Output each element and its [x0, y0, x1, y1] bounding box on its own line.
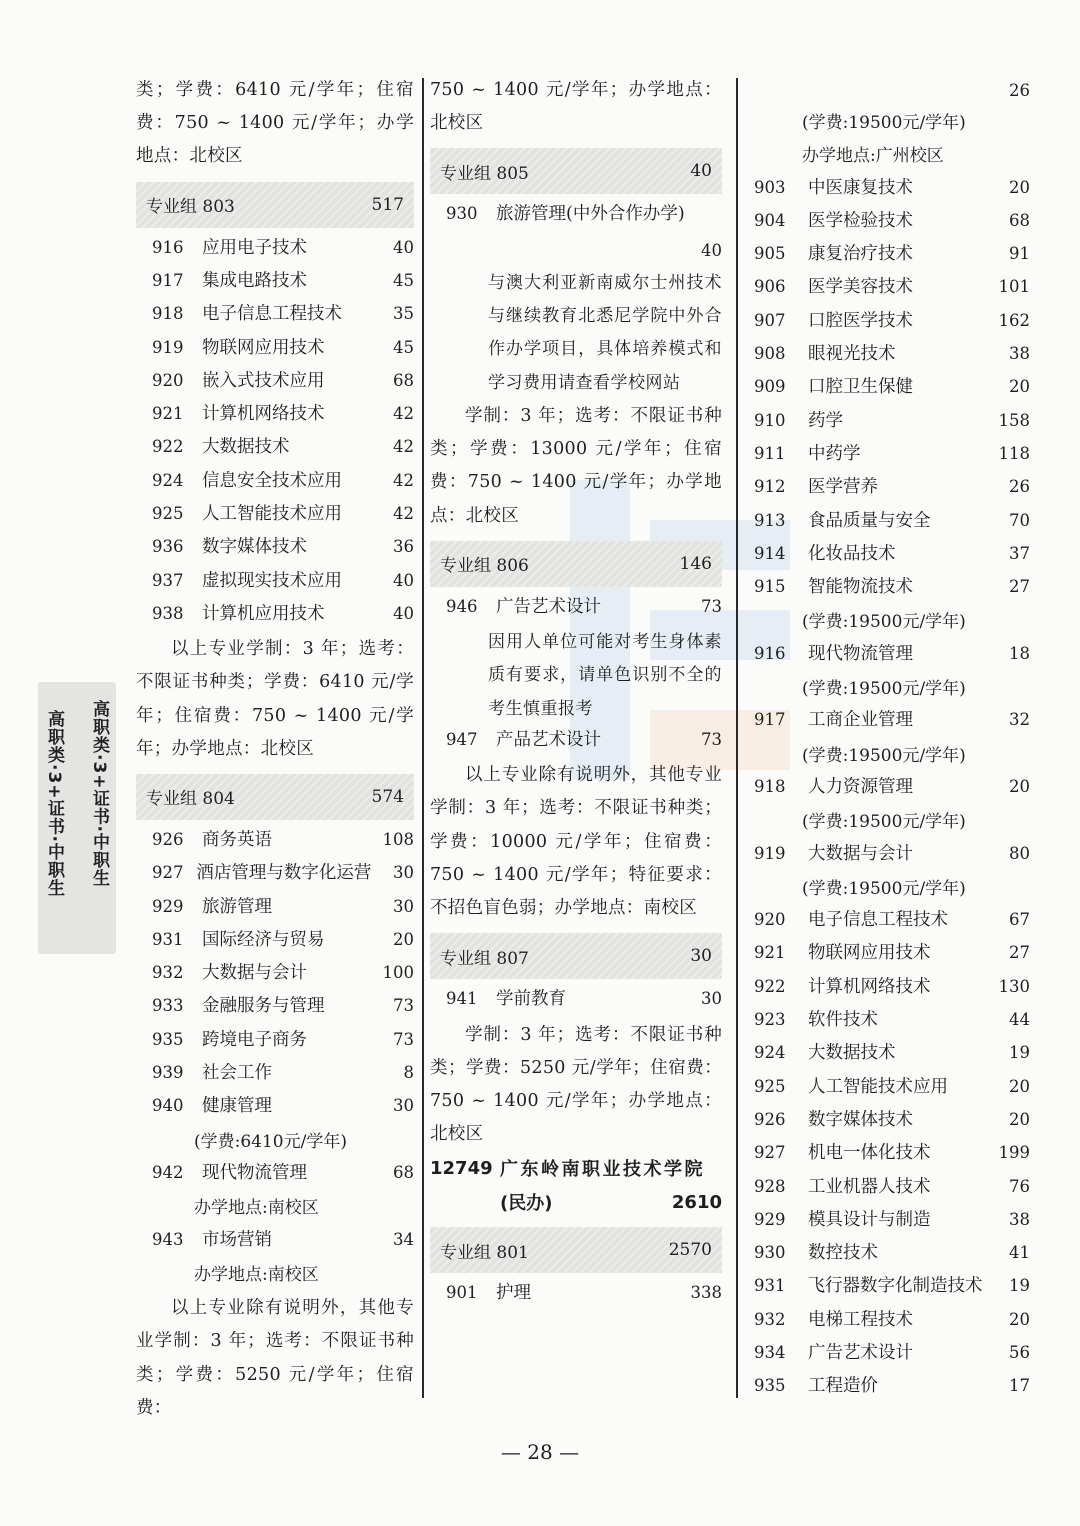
- major-code: 932: [754, 1309, 786, 1329]
- major-code: 904: [754, 210, 786, 230]
- major-code: 916: [754, 643, 786, 663]
- column-2: [430, 74, 722, 1313]
- major-code: 935: [152, 1029, 184, 1049]
- major-row: [136, 959, 414, 992]
- major-code: 907: [754, 310, 786, 330]
- group-label: 专业组 804: [146, 789, 235, 810]
- major-name: 大数据技术: [202, 437, 290, 458]
- major-name: 信息安全技术应用: [202, 470, 342, 491]
- major-row: [136, 400, 414, 433]
- major-row: [748, 1372, 1030, 1405]
- major-row: [748, 340, 1030, 373]
- major-name: 口腔卫生保健: [808, 377, 913, 398]
- major-row: [748, 440, 1030, 473]
- major-count: 19: [1009, 1043, 1030, 1063]
- major-code: 930: [446, 204, 478, 224]
- major-count: 162: [998, 310, 1030, 330]
- paragraph: 以上专业除有说明外，其他专业学制：3 年；选考：不限证书种类；学费：10000 元/学年；住宿费：750 ~ 1400 元/学年；特征要求：不招色盲色弱；办学地点：南校区: [430, 765, 722, 918]
- major-name: 产品艺术设计: [496, 729, 601, 750]
- major-list: [748, 906, 1030, 1405]
- major-count: 17: [1009, 1376, 1030, 1396]
- major-name: 中药学: [808, 443, 861, 464]
- side-tab-text: 高职类·3+证书·中职生: [89, 700, 109, 887]
- major-count: 68: [393, 1162, 414, 1182]
- major-name: 电子信息工程技术: [202, 304, 342, 325]
- major-name: 学前教育: [496, 989, 566, 1010]
- major-code: 903: [754, 177, 786, 197]
- major-code: 925: [754, 1076, 786, 1096]
- major-count: 30: [393, 1096, 414, 1116]
- major-name: 广告艺术设计: [496, 596, 601, 617]
- school-name: 广东岭南职业技术学院: [500, 1159, 705, 1181]
- major-code: 934: [754, 1342, 786, 1362]
- major-count: 20: [1009, 1076, 1030, 1096]
- major-count: 8: [403, 1063, 414, 1083]
- major-row: [748, 973, 1030, 1006]
- group-total: 146: [679, 553, 712, 574]
- major-row: [748, 1272, 1030, 1305]
- group-label: 专业组 807: [440, 948, 529, 969]
- major-row: [748, 273, 1030, 306]
- major-name: 健康管理: [202, 1096, 272, 1117]
- major-name: 数字媒体技术: [202, 537, 307, 558]
- major-code: 906: [754, 277, 786, 297]
- major-row: [748, 1006, 1030, 1039]
- major-row: [136, 234, 414, 267]
- major-name: 计算机应用技术: [202, 603, 325, 624]
- major-count: 18: [1009, 643, 1030, 663]
- major-row: [136, 826, 414, 859]
- major-row: [136, 367, 414, 400]
- major-name: 市场营销: [202, 1229, 272, 1250]
- major-row: [748, 1139, 1030, 1172]
- note: (学费:6410元/学年): [194, 1131, 347, 1152]
- major-count: 158: [998, 410, 1030, 430]
- major-count: 68: [393, 370, 414, 390]
- major-code: 943: [152, 1229, 184, 1249]
- major-code: 929: [754, 1209, 786, 1229]
- major-row: [748, 373, 1030, 406]
- major-row: [748, 407, 1030, 440]
- major-code: 933: [152, 996, 184, 1016]
- group-label: 专业组 803: [146, 197, 235, 218]
- major-code: 929: [152, 896, 184, 916]
- major-count: 36: [393, 537, 414, 557]
- major-row: [136, 267, 414, 300]
- major-name: 物联网应用技术: [202, 337, 325, 358]
- major-row: [748, 1106, 1030, 1139]
- major-row: [136, 467, 414, 500]
- major-count: 67: [1009, 910, 1030, 930]
- major-code: 924: [754, 1043, 786, 1063]
- group-label: 专业组 801: [440, 1242, 529, 1263]
- major-name: 护理: [496, 1283, 531, 1304]
- major-name: 计算机网络技术: [808, 976, 931, 997]
- group-label: 专业组 806: [440, 556, 529, 577]
- major-row: [430, 726, 722, 759]
- major-name: 电梯工程技术: [808, 1309, 913, 1330]
- major-row: [136, 300, 414, 333]
- major-code: 927: [754, 1143, 786, 1163]
- major-code: 939: [152, 1063, 184, 1083]
- major-code: 932: [152, 963, 184, 983]
- major-name: 国际经济与贸易: [202, 929, 325, 950]
- major-name: 中医康复技术: [808, 177, 913, 198]
- major-name: 模具设计与制造: [808, 1209, 931, 1230]
- major-code: 922: [152, 437, 184, 457]
- major-count: 130: [998, 976, 1030, 996]
- major-code: 920: [754, 910, 786, 930]
- paragraph: 以上专业除有说明外，其他专业学制：3 年；选考：不限证书种类；学费：5250 元/学年；住宿费：: [136, 1298, 414, 1418]
- major-count: 73: [393, 996, 414, 1016]
- major-code: 947: [446, 729, 478, 749]
- major-count: 37: [1009, 543, 1030, 563]
- side-tab: [38, 682, 116, 954]
- group-total: 517: [371, 194, 404, 215]
- note: (学费:19500元/学年): [802, 679, 966, 700]
- major-row: [748, 906, 1030, 939]
- major-code: 926: [754, 1109, 786, 1129]
- major-code: 912: [754, 477, 786, 497]
- major-name: 物联网应用技术: [808, 943, 931, 964]
- major-count: 20: [1009, 1109, 1030, 1129]
- major-count: 40: [393, 570, 414, 590]
- major-name: 智能物流技术: [808, 577, 913, 598]
- major-code: 917: [754, 710, 786, 730]
- major-count: 76: [1009, 1176, 1030, 1196]
- major-row: [136, 500, 414, 533]
- major-count: 32: [1009, 710, 1030, 730]
- major-count: 40: [701, 240, 722, 260]
- school-type: (民办): [500, 1193, 553, 1215]
- major-name: 食品质量与安全: [808, 510, 931, 531]
- major-count: 42: [393, 503, 414, 523]
- major-count: 38: [1009, 344, 1030, 364]
- major-row: [136, 533, 414, 566]
- major-row: [748, 1206, 1030, 1239]
- major-name: 现代物流管理: [808, 643, 913, 664]
- major-count: 20: [1009, 177, 1030, 197]
- major-count: 42: [393, 437, 414, 457]
- major-code: 925: [152, 503, 184, 523]
- major-name: 虚拟现实技术应用: [202, 570, 342, 591]
- major-row: [136, 1059, 414, 1092]
- major-code: 919: [152, 337, 184, 357]
- major-name: 工业机器人技术: [808, 1176, 931, 1197]
- major-row: [748, 540, 1030, 573]
- major-row: [748, 207, 1030, 240]
- major-count: 40: [393, 237, 414, 257]
- major-row: [748, 773, 1030, 806]
- major-code: 920: [152, 370, 184, 390]
- major-name: 医学美容技术: [808, 277, 913, 298]
- major-name: 旅游管理: [202, 896, 272, 917]
- group-label: 专业组 805: [440, 163, 529, 184]
- group-header: [136, 774, 414, 820]
- major-count: 30: [393, 863, 414, 883]
- major-row: [748, 573, 1030, 606]
- major-list: [748, 174, 1030, 607]
- major-count: 45: [393, 337, 414, 357]
- major-code: 923: [754, 1010, 786, 1030]
- group-header: [136, 182, 414, 228]
- major-count: 20: [1009, 1309, 1030, 1329]
- column-3: [748, 74, 1030, 1406]
- major-count: 199: [998, 1143, 1030, 1163]
- major-count: 20: [393, 929, 414, 949]
- major-code: 916: [152, 237, 184, 257]
- major-code: 926: [152, 829, 184, 849]
- page-number: — 28 —: [500, 1440, 580, 1464]
- major-count: 108: [382, 829, 414, 849]
- major-name: 药学: [808, 410, 843, 431]
- major-name: 集成电路技术: [202, 270, 307, 291]
- major-code: 915: [754, 577, 786, 597]
- major-row: [136, 1026, 414, 1059]
- major-code: 940: [152, 1096, 184, 1116]
- major-row: [430, 1279, 722, 1312]
- major-code: 931: [152, 929, 184, 949]
- major-row: [136, 600, 414, 633]
- major-name: 广告艺术设计: [808, 1342, 913, 1363]
- major-row: [748, 1239, 1030, 1272]
- major-count: 30: [393, 896, 414, 916]
- major-name: 计算机网络技术: [202, 404, 325, 425]
- group-total: 40: [690, 161, 712, 182]
- major-row: [136, 1159, 414, 1192]
- major-code: 924: [152, 470, 184, 490]
- major-row: [748, 939, 1030, 972]
- column-divider: [736, 78, 738, 1398]
- major-code: 921: [152, 404, 184, 424]
- major-name: 人工智能技术应用: [808, 1076, 948, 1097]
- major-row: [748, 1039, 1030, 1072]
- note: (学费:19500元/学年): [802, 113, 966, 133]
- major-name: 现代物流管理: [202, 1162, 307, 1183]
- major-row: [748, 507, 1030, 540]
- major-count: 44: [1009, 1010, 1030, 1030]
- major-list: [136, 826, 414, 1126]
- column-1: [136, 74, 414, 1425]
- major-name: 飞行器数字化制造技术: [807, 1276, 983, 1297]
- major-code: 922: [754, 976, 786, 996]
- major-count: 118: [998, 443, 1030, 463]
- major-code: 927: [152, 863, 184, 883]
- major-name: 大数据与会计: [202, 963, 307, 984]
- school-total: 2610: [671, 1191, 722, 1213]
- major-code: 908: [754, 344, 786, 364]
- major-count: 26: [1009, 477, 1030, 497]
- major-code: 909: [754, 377, 786, 397]
- major-count: 68: [1009, 210, 1030, 230]
- major-name: 化妆品技术: [808, 543, 896, 564]
- major-name: 数字媒体技术: [808, 1109, 913, 1130]
- major-code: 913: [754, 510, 786, 530]
- group-total: 2570: [668, 1240, 712, 1261]
- major-name: 社会工作: [202, 1063, 272, 1084]
- major-row: [748, 1173, 1030, 1206]
- major-count: 338: [690, 1283, 722, 1303]
- side-tab-text: 高职类·3+证书·中职生: [44, 710, 64, 897]
- major-name: 金融服务与管理: [202, 996, 325, 1017]
- group-total: 30: [690, 946, 712, 967]
- paragraph: 以上专业学制：3 年；选考：不限证书种类；学费：6410 元/学年；住宿费：750 ~ 1400 元/学年；办学地点：北校区: [136, 639, 414, 759]
- major-list: [136, 234, 414, 634]
- major-row: [748, 706, 1030, 739]
- major-count: 40: [393, 603, 414, 623]
- school-header: [430, 1151, 722, 1219]
- major-name: 医学营养: [808, 477, 878, 498]
- major-code: 938: [152, 603, 184, 623]
- paragraph: 类；学费：6410 元/学年；住宿费：750 ~ 1400 元/学年；办学地点：北校区: [136, 80, 414, 167]
- note: 因用人单位可能对考生身体素质有要求，请单色识别不全的考生慎重报考: [488, 632, 722, 719]
- major-count: 20: [1009, 776, 1030, 796]
- group-header: [430, 541, 722, 587]
- major-count: 19: [1009, 1276, 1030, 1296]
- group-header: [430, 148, 722, 194]
- note: 办学地点:南校区: [194, 1264, 319, 1285]
- major-code: 911: [754, 443, 786, 463]
- note: (学费:19500元/学年): [802, 878, 966, 899]
- major-count: 30: [701, 989, 722, 1009]
- note: (学费:19500元/学年): [802, 745, 966, 766]
- major-name: 大数据技术: [808, 1043, 896, 1064]
- major-count: 20: [1009, 377, 1030, 397]
- paragraph: 学制：3 年；选考：不限证书种类；学费：13000 元/学年；住宿费：750 ~ 1400 元/学年；办学地点：北校区: [430, 405, 722, 526]
- major-name: 机电一体化技术: [808, 1143, 931, 1164]
- major-count: 42: [393, 404, 414, 424]
- major-code: 935: [754, 1376, 786, 1396]
- note: 与澳大利亚新南威尔士州技术与继续教育北悉尼学院中外合作办学项目，具体培养模式和学习费用请查看学校网站: [488, 272, 722, 393]
- major-name: 商务英语: [202, 829, 272, 850]
- major-count: 100: [382, 963, 414, 983]
- group-total: 574: [371, 786, 404, 807]
- paragraph: 学制：3 年；选考：不限证书种类；学费：5250 元/学年；住宿费：750 ~ 1400 元/学年；办学地点：北校区: [430, 1024, 722, 1145]
- major-row: [430, 593, 722, 626]
- group-header: [430, 1227, 722, 1273]
- major-name: 人力资源管理: [808, 776, 913, 797]
- major-name: 医学检验技术: [808, 210, 913, 231]
- major-count: 26: [1009, 81, 1030, 100]
- major-count: 56: [1009, 1342, 1030, 1362]
- major-name: 软件技术: [808, 1010, 878, 1031]
- major-code: 946: [446, 596, 478, 616]
- major-row: [136, 893, 414, 926]
- major-code: 928: [754, 1176, 786, 1196]
- major-code: 914: [754, 543, 786, 563]
- major-code: 931: [754, 1276, 786, 1296]
- major-name: 工商企业管理: [808, 710, 913, 731]
- note: (学费:19500元/学年): [802, 812, 966, 833]
- major-count: 38: [1009, 1209, 1030, 1229]
- major-count: 45: [393, 270, 414, 290]
- school-code: 12749: [430, 1157, 493, 1179]
- major-row: [748, 1339, 1030, 1372]
- major-row: [748, 307, 1030, 340]
- major-row: [748, 240, 1030, 273]
- major-name: 旅游管理(中外合作办学): [496, 204, 685, 225]
- major-name: 数控技术: [808, 1243, 878, 1264]
- major-code: 918: [754, 776, 786, 796]
- major-count: 41: [1009, 1243, 1030, 1263]
- major-code: 936: [152, 537, 184, 557]
- major-code: 930: [754, 1243, 786, 1263]
- major-count: 73: [701, 596, 722, 616]
- major-count: 91: [1009, 244, 1030, 264]
- major-name: 嵌入式技术应用: [202, 370, 325, 391]
- major-count: 42: [393, 470, 414, 490]
- major-name: 康复治疗技术: [808, 244, 913, 265]
- column-divider: [422, 78, 424, 1398]
- major-row: [748, 640, 1030, 673]
- major-row: [136, 567, 414, 600]
- major-count: 34: [393, 1229, 414, 1249]
- major-row: [430, 985, 722, 1018]
- major-row: [136, 1226, 414, 1259]
- major-count: 101: [998, 277, 1030, 297]
- major-name: 人工智能技术应用: [202, 503, 342, 524]
- major-row: [136, 992, 414, 1025]
- note: 办学地点:广州校区: [802, 146, 944, 167]
- major-row: [748, 840, 1030, 873]
- major-code: 919: [754, 843, 786, 863]
- major-count: 27: [1009, 943, 1030, 963]
- group-header: [430, 933, 722, 979]
- major-code: 941: [446, 989, 478, 1009]
- paragraph: 750 ~ 1400 元/学年；办学地点：北校区: [430, 80, 722, 134]
- major-row: [136, 433, 414, 466]
- major-code: 937: [152, 570, 184, 590]
- note: (学费:19500元/学年): [802, 612, 966, 633]
- major-count: 70: [1009, 510, 1030, 530]
- major-code: 918: [152, 304, 184, 324]
- major-count: 27: [1009, 577, 1030, 597]
- major-name: 电子信息工程技术: [808, 910, 948, 931]
- major-code: 905: [754, 244, 786, 264]
- major-row: [748, 174, 1030, 207]
- major-row: [136, 926, 414, 959]
- major-row: [748, 473, 1030, 506]
- major-name: 酒店管理与数字化运营: [196, 863, 372, 884]
- major-name: 口腔医学技术: [808, 310, 913, 331]
- major-count: 73: [393, 1029, 414, 1049]
- major-code: 910: [754, 410, 786, 430]
- major-count: 80: [1009, 843, 1030, 863]
- major-code: 917: [152, 270, 184, 290]
- major-row: [430, 200, 722, 233]
- major-code: 901: [446, 1283, 478, 1303]
- note: 办学地点:南校区: [194, 1198, 319, 1219]
- major-row: [136, 334, 414, 367]
- major-name: 工程造价: [808, 1376, 878, 1397]
- major-row: [136, 859, 414, 892]
- major-row: [136, 1092, 414, 1125]
- major-name: 大数据与会计: [808, 843, 913, 864]
- major-row: [748, 1073, 1030, 1106]
- major-name: 跨境电子商务: [202, 1029, 307, 1050]
- major-row: [748, 1306, 1030, 1339]
- major-count: 35: [393, 304, 414, 324]
- major-name: 眼视光技术: [808, 344, 896, 365]
- major-count: 73: [701, 729, 722, 749]
- major-name: 应用电子技术: [202, 237, 307, 258]
- major-code: 942: [152, 1162, 184, 1182]
- major-code: 921: [754, 943, 786, 963]
